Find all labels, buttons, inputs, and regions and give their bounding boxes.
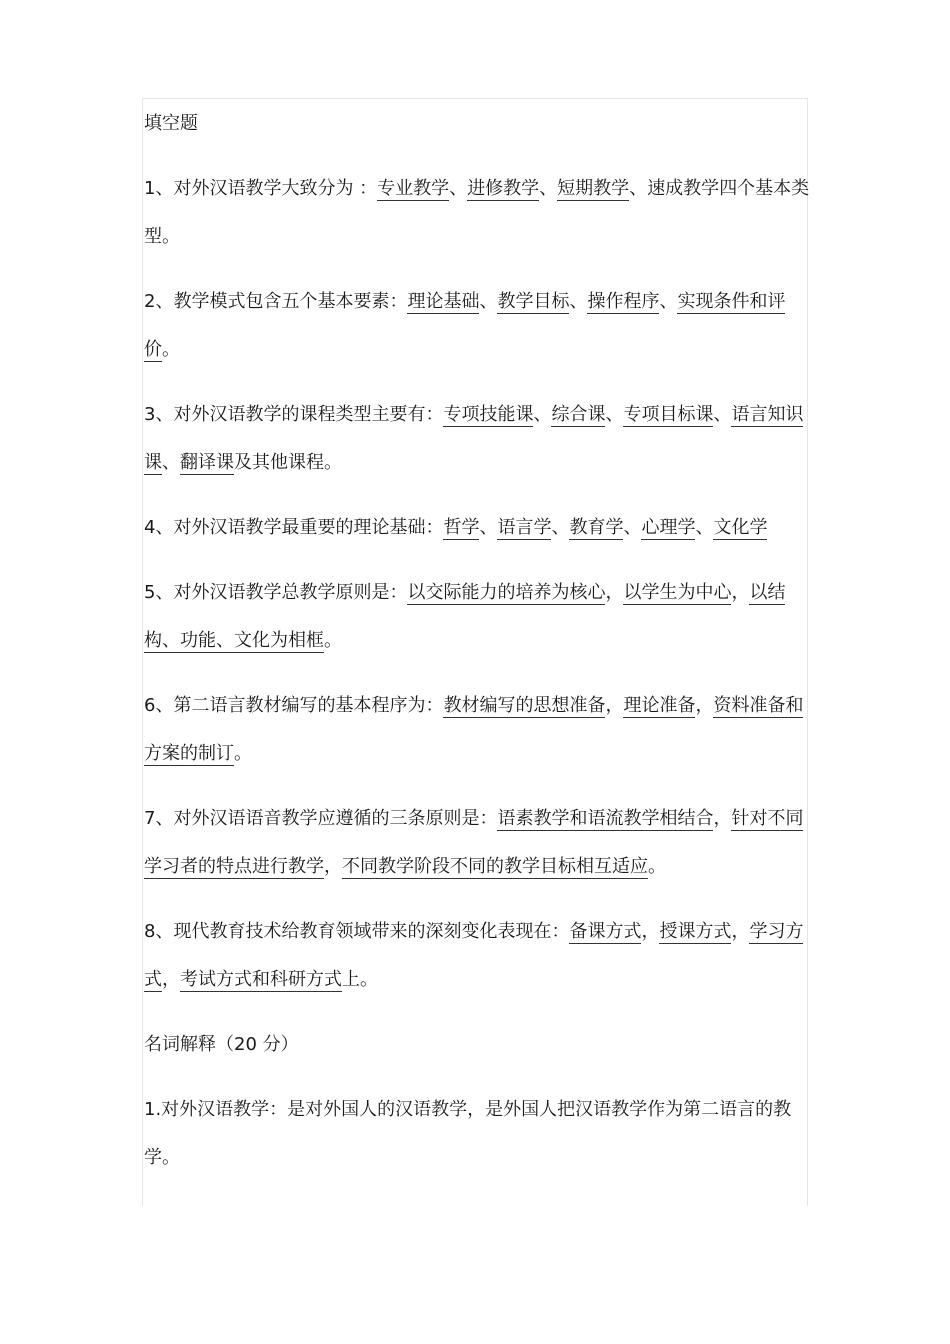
separator: ， (695, 695, 714, 716)
section-title-definitions: 名词解释（20 分） (144, 1034, 299, 1055)
answer-blank: 短期教学 (557, 178, 630, 199)
answer-blank: 备课方式 (569, 921, 642, 942)
separator: ， (324, 856, 342, 877)
question-tail: 及其他课程。 (234, 452, 342, 473)
answer-blank: 文化学 (713, 517, 768, 538)
separator: 、 (449, 178, 468, 199)
answer-blank: 语言学 (497, 517, 552, 538)
separator: 、 (479, 291, 498, 312)
answer-blank: 以结构、功能、文化为相框 (144, 582, 786, 651)
question-tail: 。 (648, 856, 666, 877)
separator: ， (731, 921, 750, 942)
question-4 (144, 504, 812, 552)
answer-blank: 实现条件和评价 (144, 291, 786, 360)
answer-blank: 以学生为中心 (623, 582, 732, 603)
separator: 、 (533, 404, 552, 425)
answer-blank: 心理学 (641, 517, 696, 538)
answer-blank: 专项目标课 (623, 404, 714, 425)
answer-blank: 考试方式和科研方式 (180, 969, 342, 990)
question-tail: 上。 (342, 969, 378, 990)
question-tail: 。 (162, 339, 180, 360)
answer-blank: 语言知识课 (144, 404, 804, 473)
answer-text: 速成教学 (647, 178, 720, 199)
separator: 、 (162, 452, 180, 473)
answer-blank: 教材编写的思想准备 (443, 695, 606, 716)
answer-blank: 授课方式 (659, 921, 732, 942)
separator: ， (731, 582, 750, 603)
question-1 (144, 165, 812, 261)
separator: 、 (605, 404, 624, 425)
answer-blank: 不同教学阶段不同的教学目标相互适应 (342, 856, 648, 877)
answer-blank: 理论基础 (407, 291, 480, 312)
definition-1: 1.对外汉语教学：是对外国人的汉语教学，是外国人把汉语教学作为第二语言的教学。 (144, 1099, 792, 1168)
answer-blank: 教学目标 (497, 291, 570, 312)
separator: ， (605, 582, 624, 603)
separator: 、 (713, 404, 732, 425)
answer-blank: 学习方式 (144, 921, 804, 990)
question-tail: 。 (234, 743, 252, 764)
question-tail: 。 (324, 630, 342, 651)
answer-blank: 操作程序 (587, 291, 660, 312)
answer-blank: 哲学 (443, 517, 480, 538)
question-5 (144, 569, 812, 665)
answer-blank: 针对不同学习者的特点进行教学 (144, 808, 804, 877)
question-2 (144, 278, 812, 374)
separator: ， (713, 808, 732, 829)
answer-blank: 以交际能力的培养为核心 (407, 582, 606, 603)
question-text: 2、教学模式包含五个基本要素： (144, 291, 408, 312)
separator: 、 (551, 517, 570, 538)
question-text: 5、对外汉语教学总教学原则是： (144, 582, 408, 603)
document-content (144, 100, 812, 1182)
question-text: 3、对外汉语教学的课程类型主要有： (144, 404, 444, 425)
separator: 、 (479, 517, 498, 538)
question-text: 4、对外汉语教学最重要的理论基础： (144, 517, 444, 538)
question-text: 8、现代教育技术给教育领域带来的深刻变化表现在： (144, 921, 570, 942)
answer-blank: 专项技能课 (443, 404, 534, 425)
question-6 (144, 682, 812, 778)
answer-blank: 理论准备 (623, 695, 696, 716)
question-text: 1、对外汉语教学大致分为 ： (144, 178, 378, 199)
answer-blank: 综合课 (551, 404, 606, 425)
separator: ， (641, 921, 660, 942)
separator: 、 (629, 178, 648, 199)
question-text: 6、第二语言教材编写的基本程序为： (144, 695, 444, 716)
separator: 、 (695, 517, 714, 538)
separator: ， (605, 695, 624, 716)
separator: 、 (539, 178, 558, 199)
answer-blank: 进修教学 (467, 178, 540, 199)
question-8 (144, 908, 812, 1004)
separator: 、 (623, 517, 642, 538)
question-3 (144, 391, 812, 487)
section-title-fill-in: 填空题 (144, 113, 198, 134)
answer-blank: 教育学 (569, 517, 624, 538)
answer-blank: 专业教学 (377, 178, 450, 199)
answer-blank: 翻译课 (180, 452, 234, 473)
question-7 (144, 795, 812, 891)
separator: 、 (569, 291, 588, 312)
separator: 、 (659, 291, 678, 312)
question-text: 7、对外汉语语音教学应遵循的三条原则是： (144, 808, 498, 829)
separator: ， (162, 969, 180, 990)
answer-blank: 语素教学和语流教学相结合 (497, 808, 714, 829)
answer-blank: 资料准备和方案的制订 (144, 695, 804, 764)
question-tail: 四个基本类型。 (144, 178, 810, 247)
